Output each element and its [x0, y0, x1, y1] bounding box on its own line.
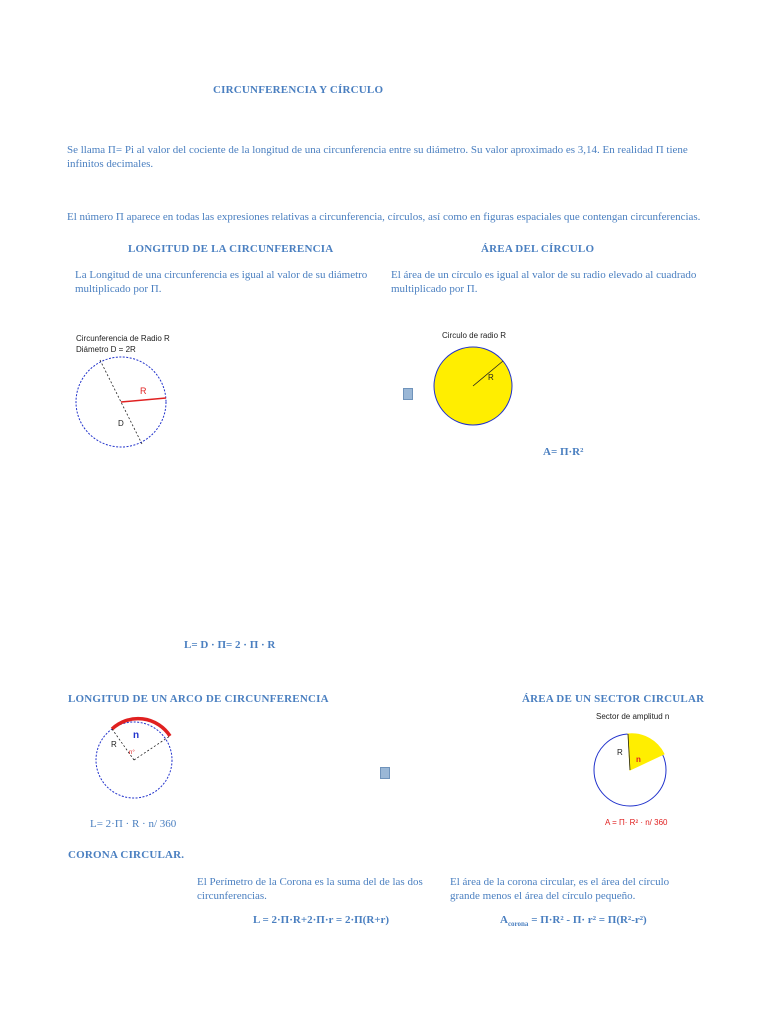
formula-corona-perimetro: L = 2·Π·R+2·Π·r = 2·Π(R+r)	[253, 914, 390, 926]
circle-area-figure	[430, 328, 520, 430]
label-sector-n: n	[636, 755, 641, 764]
label-arc-radius: R	[111, 740, 117, 749]
heading-arco: LONGITUD DE UN ARCO DE CIRCUNFERENCIA	[68, 693, 329, 705]
sector-figure	[592, 710, 702, 808]
page-title: CIRCUNFERENCIA Y CÍRCULO	[213, 84, 384, 96]
heading-longitud: LONGITUD DE LA CIRCUNFERENCIA	[128, 243, 334, 255]
formula-sector: A = Π· R² · n/ 360	[605, 818, 668, 827]
label-sector-radius: R	[617, 748, 623, 757]
formula-corona-area	[500, 914, 647, 928]
formula-corona-area-subscript: corona	[507, 920, 529, 929]
label-circle-radius: R	[488, 373, 494, 382]
label-arc-angle: n°	[129, 750, 135, 756]
text-corona-area: El área de la corona circular, es el área del círculo grande menos el área del círculo pequeño.	[450, 876, 670, 902]
formula-arco: L= 2·Π · R · n/ 360	[90, 818, 177, 830]
formula-longitud: L= D · Π= 2 · Π · R	[184, 639, 276, 651]
label-diameter: D	[118, 419, 124, 428]
text-longitud: La Longitud de una circunferencia es igual al valor de su diámetro multiplicado por Π.	[75, 269, 368, 295]
formula-corona-area-prefix: A	[500, 914, 508, 926]
fig-title-diameter: Diámetro D = 2R	[76, 345, 136, 354]
sector-fill	[628, 734, 664, 770]
fig-title-circumference: Circunferencia de Radio R	[76, 334, 170, 343]
formula-corona-area-rest: = Π·R² - Π· r² = Π(R²-r²)	[528, 914, 647, 926]
radius-line	[121, 398, 166, 402]
arc-figure	[93, 716, 183, 804]
fig-title-circle: Circulo de radio R	[442, 331, 507, 340]
fig-title-sector: Sector de amplitud n	[596, 712, 670, 721]
heading-area: ÁREA DEL CÍRCULO	[481, 243, 595, 255]
embedded-object-icon-2[interactable]	[380, 767, 390, 779]
circumference-figure	[70, 330, 190, 455]
label-arc-n: n	[133, 730, 140, 741]
heading-sector: ÁREA DE UN SECTOR CIRCULAR	[522, 693, 705, 705]
formula-area: A= Π·R²	[543, 446, 584, 458]
intro-paragraph-pi: Se llama Π= Pi al valor del cociente de la longitud de una circunferencia entre su diámetro. Su valor aproximado es 3,14. En realidad Π tiene infinitos decimales.	[67, 144, 688, 170]
text-corona-perimetro: El Perímetro de la Corona es la suma del de las dos circunferencias.	[197, 876, 423, 902]
intro-paragraph-usage: El número Π aparece en todas las expresiones relativas a circunferencia, círculos, así como en figuras espaciales que contengan circunferencias.	[67, 211, 701, 223]
embedded-object-icon[interactable]	[403, 388, 413, 400]
arc-highlight	[112, 719, 170, 736]
label-radius: R	[140, 386, 147, 396]
heading-corona: CORONA CIRCULAR.	[68, 849, 185, 861]
arc-radius-2	[134, 736, 170, 760]
text-area: El área de un círculo es igual al valor de su radio elevado al cuadrado multiplicado por Π.	[391, 269, 697, 295]
